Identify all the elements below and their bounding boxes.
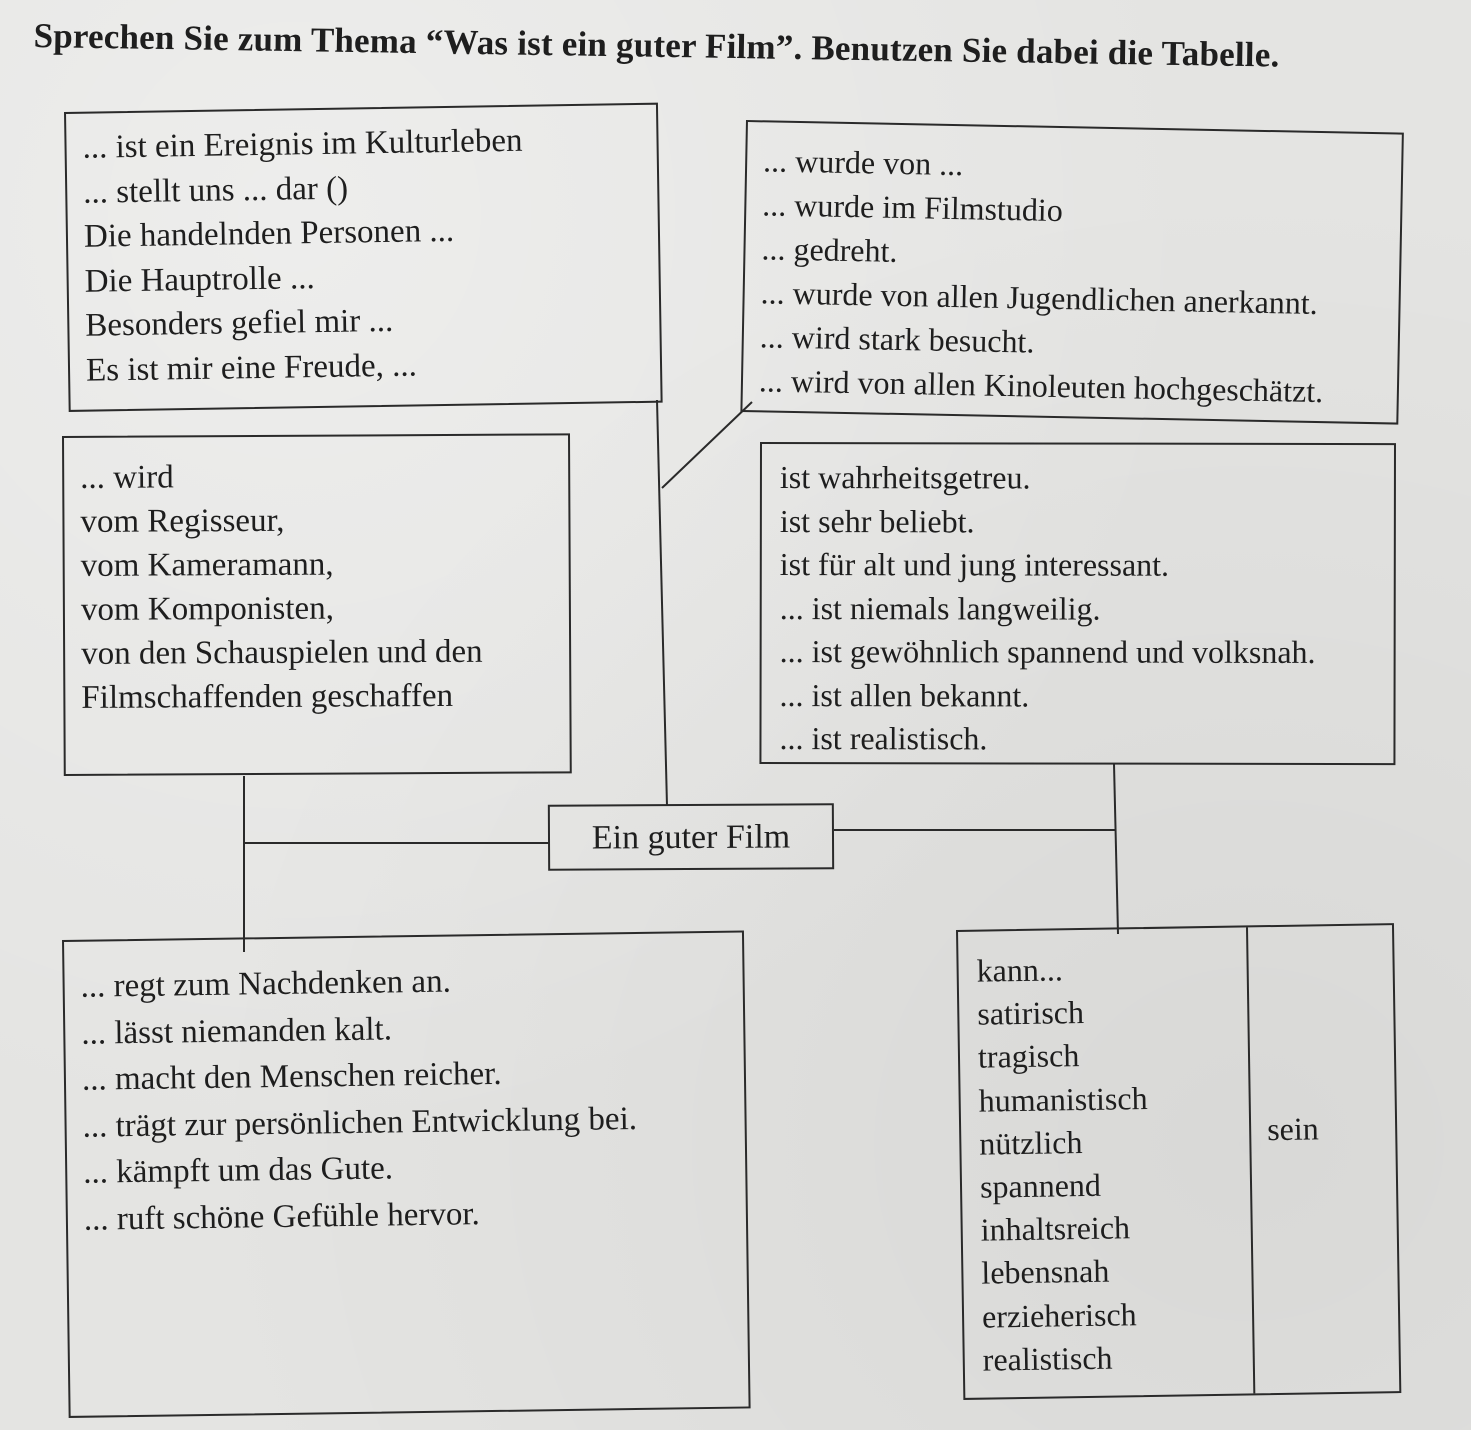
- phrase-line: vom Regisseur,: [80, 502, 285, 540]
- adjective-line: lebensnah: [981, 1253, 1110, 1292]
- adjective-list: [976, 947, 1152, 1382]
- phrase-list: [82, 119, 526, 393]
- phrase-line: Die Hauptrolle ...: [84, 259, 315, 300]
- phrase-line: ... stellt uns ... dar (): [82, 170, 349, 211]
- phrase-line: ... kämpft um das Gute.: [83, 1150, 394, 1191]
- phrase-line: ... lässt niemanden kalt.: [81, 1010, 393, 1052]
- phrase-line: ... macht den Menschen reicher.: [81, 1055, 502, 1098]
- phrase-line: Die handelnden Personen ...: [83, 212, 455, 255]
- phrase-line: ... ist gewöhnlich spannend und volksnah.: [779, 633, 1316, 670]
- phrase-line: ist sehr beliebt.: [779, 502, 975, 539]
- center-topic-box: [548, 803, 834, 870]
- connector-top-right: [662, 402, 752, 488]
- phrase-line: ... gedreht.: [761, 230, 898, 269]
- phrase-line: von den Schauspielen und den: [81, 633, 483, 672]
- adjective-line: inhaltsreich: [980, 1209, 1131, 1248]
- connector-top-left: [657, 400, 667, 806]
- phrase-box-top-left: [64, 103, 663, 412]
- adjective-line: tragisch: [977, 1037, 1080, 1076]
- adjective-line: erzieherisch: [981, 1295, 1137, 1335]
- phrase-line: ... wird stark besucht.: [759, 318, 1035, 360]
- adjective-line: kann...: [976, 951, 1064, 989]
- phrase-box-middle-right: [759, 442, 1396, 765]
- phrase-line: ist wahrheitsgetreu.: [779, 459, 1031, 496]
- phrase-line: ... wird: [80, 459, 174, 496]
- adjective-line: humanistisch: [978, 1079, 1148, 1119]
- phrase-line: ... ist niemals langweilig.: [779, 589, 1101, 627]
- phrase-box-middle-left: [62, 433, 572, 776]
- phrase-line: ... ist realistisch.: [779, 720, 988, 757]
- phrase-list: [80, 956, 638, 1243]
- phrase-box-bottom-left: [62, 930, 751, 1417]
- adjective-line: satirisch: [977, 994, 1085, 1032]
- column-divider: [1246, 927, 1255, 1393]
- phrase-line: Besonders gefiel mir ...: [85, 302, 394, 344]
- phrase-line: ... wurde im Filmstudio: [762, 186, 1064, 229]
- page-heading: Sprechen Sie zum Thema “Was ist ein guter Film”. Benutzen Sie dabei die Tabelle.: [33, 15, 1280, 75]
- adjective-line: nützlich: [979, 1123, 1083, 1162]
- connector-right-vertical: [1114, 764, 1118, 934]
- verb-label: sein: [1266, 1110, 1319, 1148]
- phrase-list: [779, 456, 1315, 761]
- phrase-line: ... wird von allen Kinoleuten hochgeschätzt.: [758, 362, 1324, 410]
- phrase-line: ... regt zum Nachdenken an.: [80, 963, 452, 1005]
- center-topic-label: Ein guter Film: [591, 818, 791, 857]
- adjective-line: realistisch: [982, 1339, 1113, 1378]
- phrase-list: [80, 454, 483, 720]
- phrase-line: vom Komponisten,: [80, 590, 335, 628]
- phrase-line: ... ist allen bekannt.: [779, 676, 1030, 713]
- phrase-line: vom Kameramann,: [80, 546, 334, 584]
- phrase-line: Filmschaffenden geschaffen: [81, 677, 454, 716]
- phrase-line: ... ist ein Ereignis im Kulturleben: [82, 122, 523, 166]
- phrase-box-bottom-right: [956, 923, 1401, 1400]
- phrase-line: ... wurde von allen Jugendlichen anerkannt.: [760, 274, 1319, 322]
- phrase-line: ... ruft schöne Gefühle hervor.: [83, 1195, 480, 1238]
- phrase-list: [759, 138, 1328, 413]
- phrase-box-top-right: [740, 120, 1403, 425]
- adjective-line: spannend: [979, 1166, 1102, 1205]
- phrase-line: Es ist mir eine Freude, ...: [85, 346, 418, 389]
- phrase-line: ... trägt zur persönlichen Entwicklung bei.: [82, 1100, 638, 1145]
- phrase-line: ist für alt und jung interessant.: [779, 546, 1170, 583]
- phrase-line: ... wurde von ...: [762, 142, 964, 183]
